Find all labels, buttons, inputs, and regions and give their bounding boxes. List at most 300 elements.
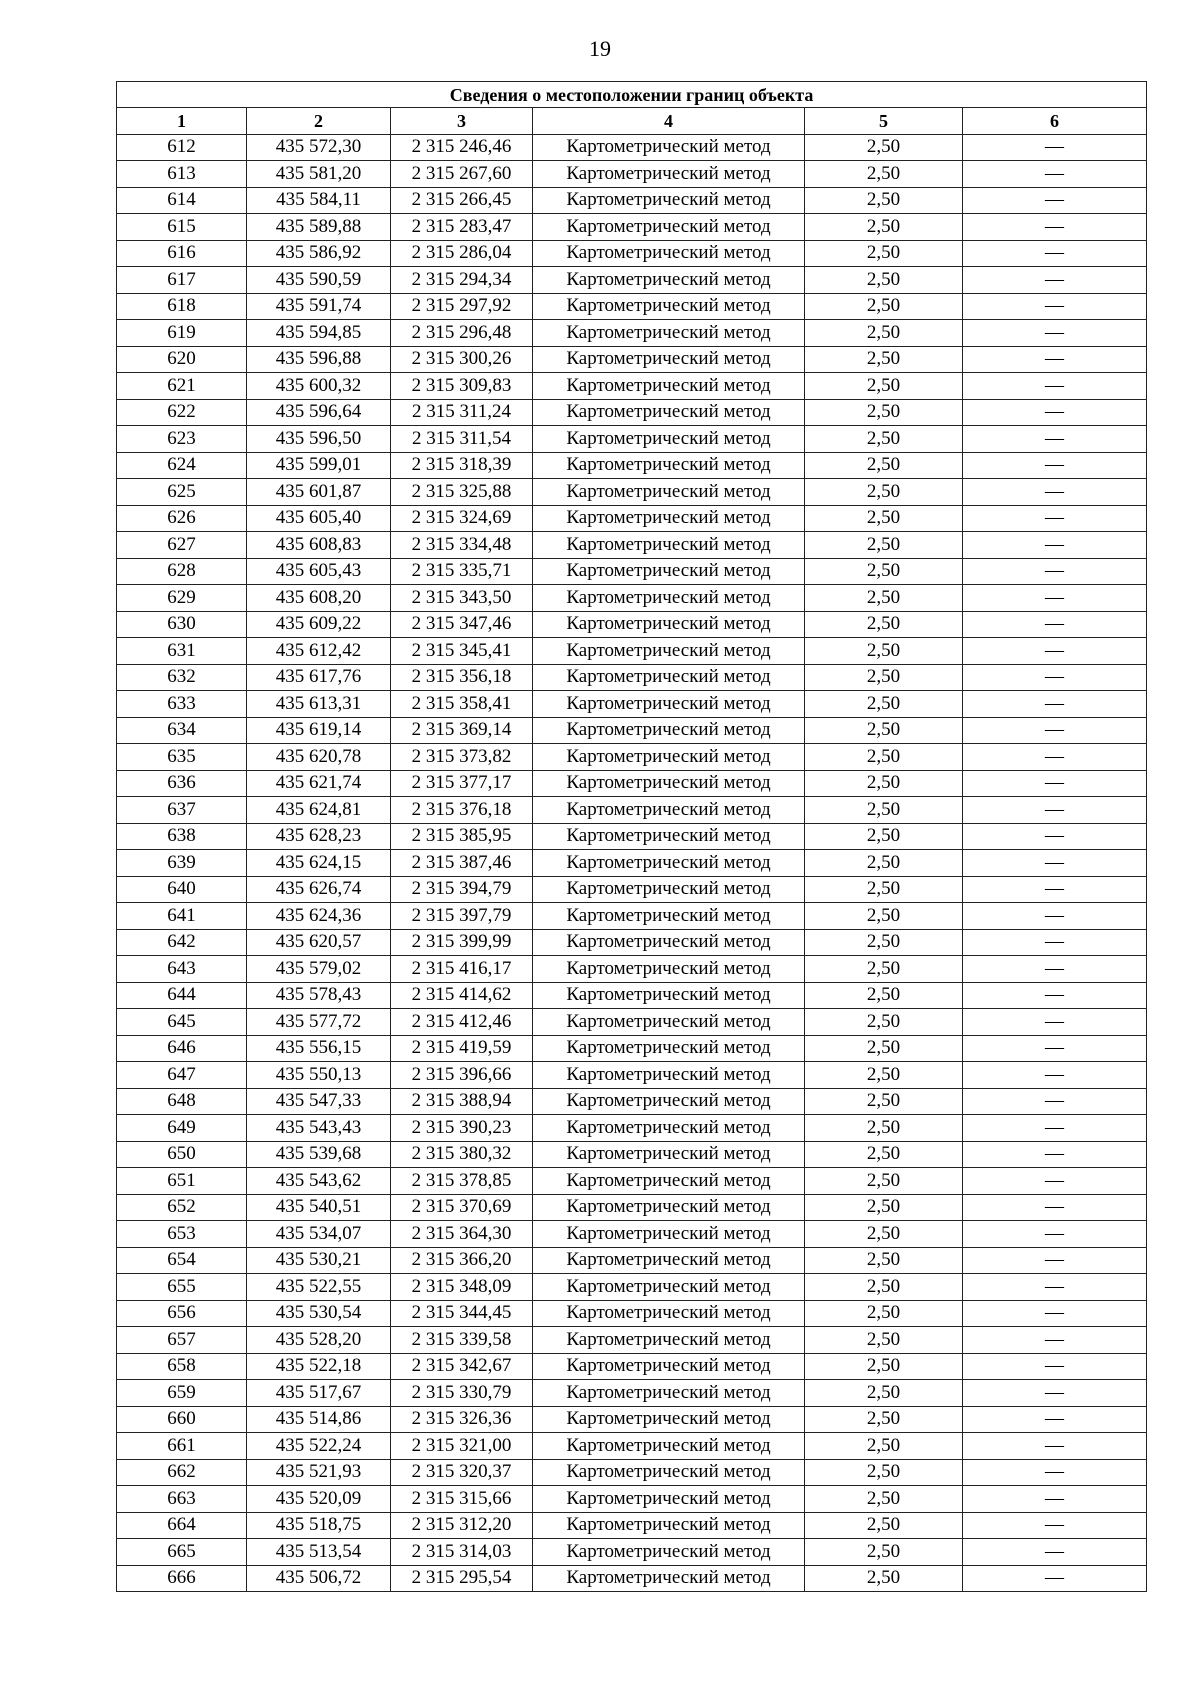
- y-coordinate-cell: 2 315 399,99: [391, 929, 533, 956]
- point-number-cell: 654: [117, 1247, 247, 1274]
- accuracy-cell: 2,50: [805, 1327, 963, 1354]
- description-cell: —: [963, 479, 1147, 506]
- table-row: [117, 1380, 1147, 1407]
- table-row: [117, 850, 1147, 877]
- accuracy-cell: 2,50: [805, 691, 963, 718]
- description-cell: —: [963, 929, 1147, 956]
- point-number-cell: 656: [117, 1300, 247, 1327]
- description-cell: —: [963, 1009, 1147, 1036]
- table-row: [117, 956, 1147, 983]
- accuracy-cell: 2,50: [805, 1433, 963, 1460]
- table-row: [117, 134, 1147, 161]
- point-number-cell: 665: [117, 1539, 247, 1566]
- table-row: [117, 1009, 1147, 1036]
- point-number-cell: 647: [117, 1062, 247, 1089]
- x-coordinate-cell: 435 530,21: [247, 1247, 391, 1274]
- method-cell: Картометрический метод: [533, 1247, 805, 1274]
- y-coordinate-cell: 2 315 294,34: [391, 267, 533, 294]
- method-cell: Картометрический метод: [533, 797, 805, 824]
- y-coordinate-cell: 2 315 318,39: [391, 452, 533, 479]
- x-coordinate-cell: 435 543,62: [247, 1168, 391, 1195]
- method-cell: Картометрический метод: [533, 293, 805, 320]
- accuracy-cell: 2,50: [805, 1141, 963, 1168]
- description-cell: —: [963, 214, 1147, 241]
- accuracy-cell: 2,50: [805, 1565, 963, 1592]
- accuracy-cell: 2,50: [805, 1168, 963, 1195]
- method-cell: Картометрический метод: [533, 426, 805, 453]
- table-row: [117, 1539, 1147, 1566]
- method-cell: Картометрический метод: [533, 1512, 805, 1539]
- method-cell: Картометрический метод: [533, 850, 805, 877]
- point-number-cell: 655: [117, 1274, 247, 1301]
- x-coordinate-cell: 435 601,87: [247, 479, 391, 506]
- y-coordinate-cell: 2 315 315,66: [391, 1486, 533, 1513]
- method-cell: Картометрический метод: [533, 214, 805, 241]
- x-coordinate-cell: 435 581,20: [247, 161, 391, 188]
- y-coordinate-cell: 2 315 344,45: [391, 1300, 533, 1327]
- accuracy-cell: 2,50: [805, 850, 963, 877]
- x-coordinate-cell: 435 556,15: [247, 1035, 391, 1062]
- y-coordinate-cell: 2 315 324,69: [391, 505, 533, 532]
- y-coordinate-cell: 2 315 321,00: [391, 1433, 533, 1460]
- description-cell: —: [963, 240, 1147, 267]
- description-cell: —: [963, 770, 1147, 797]
- table-row: [117, 1300, 1147, 1327]
- y-coordinate-cell: 2 315 416,17: [391, 956, 533, 983]
- accuracy-cell: 2,50: [805, 479, 963, 506]
- point-number-cell: 638: [117, 823, 247, 850]
- table-row: [117, 1565, 1147, 1592]
- x-coordinate-cell: 435 540,51: [247, 1194, 391, 1221]
- x-coordinate-cell: 435 550,13: [247, 1062, 391, 1089]
- x-coordinate-cell: 435 608,20: [247, 585, 391, 612]
- y-coordinate-cell: 2 315 380,32: [391, 1141, 533, 1168]
- description-cell: —: [963, 505, 1147, 532]
- accuracy-cell: 2,50: [805, 399, 963, 426]
- accuracy-cell: 2,50: [805, 505, 963, 532]
- accuracy-cell: 2,50: [805, 664, 963, 691]
- description-cell: —: [963, 426, 1147, 453]
- point-number-cell: 626: [117, 505, 247, 532]
- x-coordinate-cell: 435 528,20: [247, 1327, 391, 1354]
- y-coordinate-cell: 2 315 373,82: [391, 744, 533, 771]
- table-row: [117, 1062, 1147, 1089]
- table-row: [117, 1406, 1147, 1433]
- accuracy-cell: 2,50: [805, 611, 963, 638]
- description-cell: —: [963, 1300, 1147, 1327]
- y-coordinate-cell: 2 315 369,14: [391, 717, 533, 744]
- method-cell: Картометрический метод: [533, 134, 805, 161]
- column-number: 5: [805, 108, 963, 135]
- y-coordinate-cell: 2 315 325,88: [391, 479, 533, 506]
- table-row: [117, 267, 1147, 294]
- table-row: [117, 479, 1147, 506]
- x-coordinate-cell: 435 579,02: [247, 956, 391, 983]
- table-row: [117, 452, 1147, 479]
- description-cell: —: [963, 1380, 1147, 1407]
- point-number-cell: 645: [117, 1009, 247, 1036]
- accuracy-cell: 2,50: [805, 293, 963, 320]
- table-row: [117, 876, 1147, 903]
- point-number-cell: 652: [117, 1194, 247, 1221]
- y-coordinate-cell: 2 315 364,30: [391, 1221, 533, 1248]
- x-coordinate-cell: 435 619,14: [247, 717, 391, 744]
- y-coordinate-cell: 2 315 283,47: [391, 214, 533, 241]
- y-coordinate-cell: 2 315 394,79: [391, 876, 533, 903]
- table-row: [117, 717, 1147, 744]
- point-number-cell: 613: [117, 161, 247, 188]
- description-cell: —: [963, 717, 1147, 744]
- table-title: Сведения о местоположении границ объекта: [117, 82, 1147, 108]
- description-cell: —: [963, 585, 1147, 612]
- y-coordinate-cell: 2 315 311,24: [391, 399, 533, 426]
- x-coordinate-cell: 435 624,36: [247, 903, 391, 930]
- point-number-cell: 662: [117, 1459, 247, 1486]
- x-coordinate-cell: 435 612,42: [247, 638, 391, 665]
- x-coordinate-cell: 435 577,72: [247, 1009, 391, 1036]
- description-cell: —: [963, 956, 1147, 983]
- y-coordinate-cell: 2 315 412,46: [391, 1009, 533, 1036]
- x-coordinate-cell: 435 617,76: [247, 664, 391, 691]
- x-coordinate-cell: 435 626,74: [247, 876, 391, 903]
- table-row: [117, 1194, 1147, 1221]
- table-row: [117, 1035, 1147, 1062]
- x-coordinate-cell: 435 628,23: [247, 823, 391, 850]
- method-cell: Картометрический метод: [533, 1115, 805, 1142]
- accuracy-cell: 2,50: [805, 1062, 963, 1089]
- y-coordinate-cell: 2 315 376,18: [391, 797, 533, 824]
- column-number: 6: [963, 108, 1147, 135]
- x-coordinate-cell: 435 620,78: [247, 744, 391, 771]
- point-number-cell: 627: [117, 532, 247, 559]
- accuracy-cell: 2,50: [805, 558, 963, 585]
- table-row: [117, 1168, 1147, 1195]
- point-number-cell: 625: [117, 479, 247, 506]
- table-body: [117, 134, 1147, 1592]
- point-number-cell: 637: [117, 797, 247, 824]
- accuracy-cell: 2,50: [805, 585, 963, 612]
- point-number-cell: 639: [117, 850, 247, 877]
- table-row: [117, 320, 1147, 347]
- method-cell: Картометрический метод: [533, 1194, 805, 1221]
- description-cell: —: [963, 161, 1147, 188]
- y-coordinate-cell: 2 315 397,79: [391, 903, 533, 930]
- description-cell: —: [963, 850, 1147, 877]
- x-coordinate-cell: 435 609,22: [247, 611, 391, 638]
- point-number-cell: 635: [117, 744, 247, 771]
- y-coordinate-cell: 2 315 330,79: [391, 1380, 533, 1407]
- method-cell: Картометрический метод: [533, 1221, 805, 1248]
- table-row: [117, 399, 1147, 426]
- point-number-cell: 633: [117, 691, 247, 718]
- table-header: [117, 82, 1147, 135]
- point-number-cell: 630: [117, 611, 247, 638]
- description-cell: —: [963, 187, 1147, 214]
- accuracy-cell: 2,50: [805, 982, 963, 1009]
- description-cell: —: [963, 1168, 1147, 1195]
- x-coordinate-cell: 435 600,32: [247, 373, 391, 400]
- method-cell: Картометрический метод: [533, 1486, 805, 1513]
- table-row: [117, 982, 1147, 1009]
- accuracy-cell: 2,50: [805, 1353, 963, 1380]
- method-cell: Картометрический метод: [533, 1141, 805, 1168]
- y-coordinate-cell: 2 315 296,48: [391, 320, 533, 347]
- y-coordinate-cell: 2 315 342,67: [391, 1353, 533, 1380]
- table-row: [117, 1486, 1147, 1513]
- table-title-row: [117, 82, 1147, 108]
- x-coordinate-cell: 435 584,11: [247, 187, 391, 214]
- x-coordinate-cell: 435 543,43: [247, 1115, 391, 1142]
- x-coordinate-cell: 435 624,81: [247, 797, 391, 824]
- method-cell: Картометрический метод: [533, 187, 805, 214]
- method-cell: Картометрический метод: [533, 982, 805, 1009]
- x-coordinate-cell: 435 530,54: [247, 1300, 391, 1327]
- method-cell: Картометрический метод: [533, 1539, 805, 1566]
- accuracy-cell: 2,50: [805, 1009, 963, 1036]
- point-number-cell: 650: [117, 1141, 247, 1168]
- table-row: [117, 558, 1147, 585]
- x-coordinate-cell: 435 596,50: [247, 426, 391, 453]
- x-coordinate-cell: 435 590,59: [247, 267, 391, 294]
- y-coordinate-cell: 2 315 286,04: [391, 240, 533, 267]
- point-number-cell: 618: [117, 293, 247, 320]
- point-number-cell: 628: [117, 558, 247, 585]
- point-number-cell: 658: [117, 1353, 247, 1380]
- method-cell: Картометрический метод: [533, 1300, 805, 1327]
- table-row: [117, 1433, 1147, 1460]
- accuracy-cell: 2,50: [805, 214, 963, 241]
- accuracy-cell: 2,50: [805, 1035, 963, 1062]
- description-cell: —: [963, 558, 1147, 585]
- accuracy-cell: 2,50: [805, 1406, 963, 1433]
- x-coordinate-cell: 435 621,74: [247, 770, 391, 797]
- table-row: [117, 293, 1147, 320]
- accuracy-cell: 2,50: [805, 320, 963, 347]
- description-cell: —: [963, 1406, 1147, 1433]
- description-cell: —: [963, 744, 1147, 771]
- x-coordinate-cell: 435 522,24: [247, 1433, 391, 1460]
- y-coordinate-cell: 2 315 334,48: [391, 532, 533, 559]
- y-coordinate-cell: 2 315 312,20: [391, 1512, 533, 1539]
- method-cell: Картометрический метод: [533, 1274, 805, 1301]
- description-cell: —: [963, 1062, 1147, 1089]
- y-coordinate-cell: 2 315 246,46: [391, 134, 533, 161]
- point-number-cell: 659: [117, 1380, 247, 1407]
- method-cell: Картометрический метод: [533, 1565, 805, 1592]
- description-cell: —: [963, 1512, 1147, 1539]
- method-cell: Картометрический метод: [533, 1088, 805, 1115]
- x-coordinate-cell: 435 591,74: [247, 293, 391, 320]
- accuracy-cell: 2,50: [805, 240, 963, 267]
- y-coordinate-cell: 2 315 267,60: [391, 161, 533, 188]
- description-cell: —: [963, 532, 1147, 559]
- x-coordinate-cell: 435 534,07: [247, 1221, 391, 1248]
- point-number-cell: 648: [117, 1088, 247, 1115]
- accuracy-cell: 2,50: [805, 452, 963, 479]
- accuracy-cell: 2,50: [805, 1380, 963, 1407]
- method-cell: Картометрический метод: [533, 1327, 805, 1354]
- x-coordinate-cell: 435 522,55: [247, 1274, 391, 1301]
- accuracy-cell: 2,50: [805, 187, 963, 214]
- y-coordinate-cell: 2 315 335,71: [391, 558, 533, 585]
- accuracy-cell: 2,50: [805, 134, 963, 161]
- method-cell: Картометрический метод: [533, 505, 805, 532]
- accuracy-cell: 2,50: [805, 373, 963, 400]
- y-coordinate-cell: 2 315 295,54: [391, 1565, 533, 1592]
- accuracy-cell: 2,50: [805, 638, 963, 665]
- y-coordinate-cell: 2 315 356,18: [391, 664, 533, 691]
- table-row: [117, 1353, 1147, 1380]
- description-cell: —: [963, 797, 1147, 824]
- table-row: [117, 1459, 1147, 1486]
- point-number-cell: 623: [117, 426, 247, 453]
- point-number-cell: 660: [117, 1406, 247, 1433]
- description-cell: —: [963, 1115, 1147, 1142]
- description-cell: —: [963, 1433, 1147, 1460]
- x-coordinate-cell: 435 520,09: [247, 1486, 391, 1513]
- x-coordinate-cell: 435 514,86: [247, 1406, 391, 1433]
- point-number-cell: 620: [117, 346, 247, 373]
- method-cell: Картометрический метод: [533, 903, 805, 930]
- point-number-cell: 632: [117, 664, 247, 691]
- point-number-cell: 629: [117, 585, 247, 612]
- description-cell: —: [963, 346, 1147, 373]
- x-coordinate-cell: 435 547,33: [247, 1088, 391, 1115]
- description-cell: —: [963, 664, 1147, 691]
- method-cell: Картометрический метод: [533, 532, 805, 559]
- point-number-cell: 622: [117, 399, 247, 426]
- table-row: [117, 1141, 1147, 1168]
- y-coordinate-cell: 2 315 377,17: [391, 770, 533, 797]
- description-cell: —: [963, 982, 1147, 1009]
- table-row: [117, 1247, 1147, 1274]
- point-number-cell: 615: [117, 214, 247, 241]
- method-cell: Картометрический метод: [533, 558, 805, 585]
- method-cell: Картометрический метод: [533, 452, 805, 479]
- description-cell: —: [963, 1035, 1147, 1062]
- method-cell: Картометрический метод: [533, 1353, 805, 1380]
- point-number-cell: 661: [117, 1433, 247, 1460]
- point-number-cell: 619: [117, 320, 247, 347]
- description-cell: —: [963, 1486, 1147, 1513]
- method-cell: Картометрический метод: [533, 691, 805, 718]
- accuracy-cell: 2,50: [805, 903, 963, 930]
- point-number-cell: 616: [117, 240, 247, 267]
- x-coordinate-cell: 435 578,43: [247, 982, 391, 1009]
- table-row: [117, 426, 1147, 453]
- column-number: 3: [391, 108, 533, 135]
- y-coordinate-cell: 2 315 326,36: [391, 1406, 533, 1433]
- x-coordinate-cell: 435 572,30: [247, 134, 391, 161]
- x-coordinate-cell: 435 620,57: [247, 929, 391, 956]
- y-coordinate-cell: 2 315 320,37: [391, 1459, 533, 1486]
- description-cell: —: [963, 267, 1147, 294]
- y-coordinate-cell: 2 315 300,26: [391, 346, 533, 373]
- accuracy-cell: 2,50: [805, 1247, 963, 1274]
- y-coordinate-cell: 2 315 343,50: [391, 585, 533, 612]
- accuracy-cell: 2,50: [805, 1539, 963, 1566]
- y-coordinate-cell: 2 315 345,41: [391, 638, 533, 665]
- y-coordinate-cell: 2 315 266,45: [391, 187, 533, 214]
- table-row: [117, 744, 1147, 771]
- table-row: [117, 1327, 1147, 1354]
- x-coordinate-cell: 435 596,64: [247, 399, 391, 426]
- description-cell: —: [963, 293, 1147, 320]
- accuracy-cell: 2,50: [805, 744, 963, 771]
- description-cell: —: [963, 320, 1147, 347]
- description-cell: —: [963, 691, 1147, 718]
- y-coordinate-cell: 2 315 348,09: [391, 1274, 533, 1301]
- point-number-cell: 617: [117, 267, 247, 294]
- column-number: 2: [247, 108, 391, 135]
- table-row: [117, 187, 1147, 214]
- point-number-cell: 657: [117, 1327, 247, 1354]
- method-cell: Картометрический метод: [533, 823, 805, 850]
- description-cell: —: [963, 903, 1147, 930]
- accuracy-cell: 2,50: [805, 346, 963, 373]
- x-coordinate-cell: 435 522,18: [247, 1353, 391, 1380]
- table-row: [117, 903, 1147, 930]
- x-coordinate-cell: 435 517,67: [247, 1380, 391, 1407]
- point-number-cell: 624: [117, 452, 247, 479]
- method-cell: Картометрический метод: [533, 399, 805, 426]
- y-coordinate-cell: 2 315 388,94: [391, 1088, 533, 1115]
- description-cell: —: [963, 373, 1147, 400]
- method-cell: Картометрический метод: [533, 1062, 805, 1089]
- point-number-cell: 666: [117, 1565, 247, 1592]
- description-cell: —: [963, 823, 1147, 850]
- method-cell: Картометрический метод: [533, 1459, 805, 1486]
- point-number-cell: 640: [117, 876, 247, 903]
- point-number-cell: 646: [117, 1035, 247, 1062]
- description-cell: —: [963, 638, 1147, 665]
- x-coordinate-cell: 435 521,93: [247, 1459, 391, 1486]
- description-cell: —: [963, 1088, 1147, 1115]
- method-cell: Картометрический метод: [533, 346, 805, 373]
- point-number-cell: 664: [117, 1512, 247, 1539]
- y-coordinate-cell: 2 315 385,95: [391, 823, 533, 850]
- description-cell: —: [963, 1539, 1147, 1566]
- point-number-cell: 621: [117, 373, 247, 400]
- table-row: [117, 611, 1147, 638]
- x-coordinate-cell: 435 518,75: [247, 1512, 391, 1539]
- point-number-cell: 663: [117, 1486, 247, 1513]
- method-cell: Картометрический метод: [533, 1406, 805, 1433]
- point-number-cell: 643: [117, 956, 247, 983]
- point-number-cell: 614: [117, 187, 247, 214]
- y-coordinate-cell: 2 315 314,03: [391, 1539, 533, 1566]
- description-cell: —: [963, 876, 1147, 903]
- method-cell: Картометрический метод: [533, 320, 805, 347]
- table-row: [117, 638, 1147, 665]
- description-cell: —: [963, 399, 1147, 426]
- method-cell: Картометрический метод: [533, 929, 805, 956]
- method-cell: Картометрический метод: [533, 744, 805, 771]
- method-cell: Картометрический метод: [533, 956, 805, 983]
- table-row: [117, 823, 1147, 850]
- method-cell: Картометрический метод: [533, 585, 805, 612]
- table-row: [117, 770, 1147, 797]
- y-coordinate-cell: 2 315 347,46: [391, 611, 533, 638]
- point-number-cell: 644: [117, 982, 247, 1009]
- method-cell: Картометрический метод: [533, 1009, 805, 1036]
- description-cell: —: [963, 1141, 1147, 1168]
- accuracy-cell: 2,50: [805, 797, 963, 824]
- table-row: [117, 691, 1147, 718]
- method-cell: Картометрический метод: [533, 611, 805, 638]
- point-number-cell: 636: [117, 770, 247, 797]
- accuracy-cell: 2,50: [805, 426, 963, 453]
